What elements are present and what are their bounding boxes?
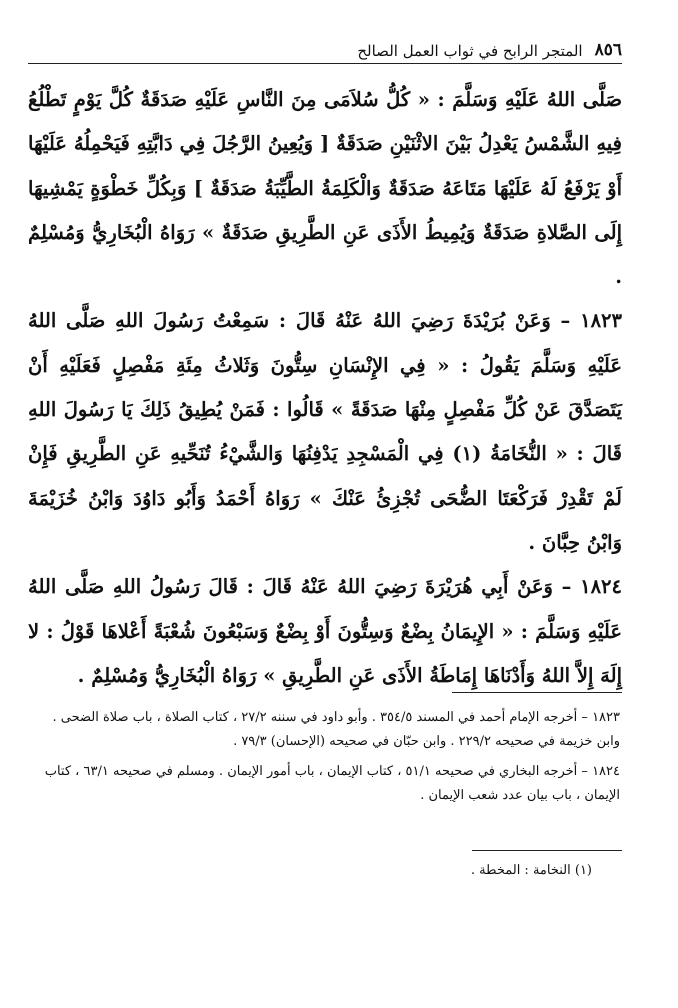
paragraph-hadith-1823: ١٨٢٣ – وَعَنْ بُرَيْدَةَ رَضِيَ اللهُ عَنْهُ قَالَ : سَمِعْتُ رَسُولَ اللهِ صَلَّى اللهُ عَلَيْهِ وَسَلَّمَ يَقُولُ : « فِي الإِنْسَانِ سِتُّونَ وَثَلاثُ مِئَةِ مَفْصِلٍ فَعَلَيْهِ أَنْ يَتَصَدَّقَ عَنْ كُلِّ مَفْصِلٍ مِنْهَا صَدَقَةً » قَالُوا : فَمَنْ يُطِيقُ ذَلِكَ يَا رَسُولَ اللهِ قَالَ : « النُّخَامَةُ (١) فِي الْمَسْجِدِ يَدْفِنُهَا وَالشَّيْءُ تُنَحِّيهِ عَنِ الطَّرِيقِ فَإِنْ لَمْ تَقْدِرْ فَرَكْعَتَا الضُّحَى تُجْزِئُ عَنْكَ » رَوَاهُ أَحْمَدُ وَأَبُو دَاوُدَ وَابْنُ خُزَيْمَةَ وَابْنُ حِبَّانَ . xyxy=(28,309,622,554)
source-note-1824: ١٨٢٤ – أخرجه البخاري في صحيحه ٥١/١ ، كتاب الإيمان ، باب أمور الإيمان . ومسلم في صحيحه ٦٣/١ ، كتاب الإيمان ، باب بيان عدد شعب الإيمان . xyxy=(44,764,620,803)
glossary-footnotes xyxy=(471,860,592,882)
page-number: ٨٥٦ xyxy=(594,40,622,60)
main-text xyxy=(28,78,622,698)
paragraph-hadith-1824: ١٨٢٤ – وَعَنْ أَبِي هُرَيْرَةَ رَضِيَ اللهُ عَنْهُ قَالَ : قَالَ رَسُولُ اللهِ صَلَّى اللهُ عَلَيْهِ وَسَلَّمَ : « الإِيمَانُ بِضْعٌ وَسِتُّونَ أَوْ بِضْعٌ وَسَبْعُونَ شُعْبَةً أَعْلاهَا قَوْلُ : لا إِلَهَ إِلاَّ اللهُ وَأَدْنَاهَا إِمَاطَةُ الأَذَى عَنِ الطَّرِيقِ » رَوَاهُ الْبُخَارِيُّ وَمُسْلِمٌ . xyxy=(28,575,622,687)
sources-footnotes xyxy=(30,706,620,814)
notes-divider xyxy=(472,850,622,851)
paragraph-hadith-continuation: صَلَّى اللهُ عَلَيْهِ وَسَلَّمَ : « كُلُّ سُلاَمَى مِنَ النَّاسِ عَلَيْهِ صَدَقَةٌ كُلَّ يَوْمٍ تَطْلُعُ فِيهِ الشَّمْسُ يَعْدِلُ بَيْنَ الاثْنَيْنِ صَدَقَةٌ [ وَيُعِينُ الرَّجُلَ فِي دَابَّتِهِ فَيَحْمِلُهُ عَلَيْهَا أَوْ يَرْفَعُ لَهُ عَلَيْهَا مَتَاعَهُ صَدَقَةٌ وَالْكَلِمَةُ الطَّيِّبَةُ صَدَقَةٌ ] وَبِكُلِّ خَطْوَةٍ يَمْشِيهَا إِلَى الصَّلاةِ صَدَقَةٌ وَيُمِيطُ الأَذَى عَنِ الطَّرِيقِ صَدَقَةٌ » رَوَاهُ الْبُخَارِيُّ وَمُسْلِمٌ . xyxy=(28,88,622,289)
running-title: المتجر الرابح في ثواب العمل الصالح xyxy=(357,42,583,60)
sources-divider xyxy=(452,692,622,693)
source-note-1823: ١٨٢٣ – أخرجه الإمام أحمد في المسند ٣٥٤/٥ . وأبو داود في سننه ٢٧/٢ ، كتاب الصلاة ، باب صلاة الضحى . وابن خزيمة في صحيحه ٢٢٩/٢ . وابن حبّان في صحيحه (الإحسان) ٧٩/٣ . xyxy=(52,710,620,749)
running-header xyxy=(28,30,622,64)
footnote-1: (١) النخامة : المخطة . xyxy=(470,863,592,878)
